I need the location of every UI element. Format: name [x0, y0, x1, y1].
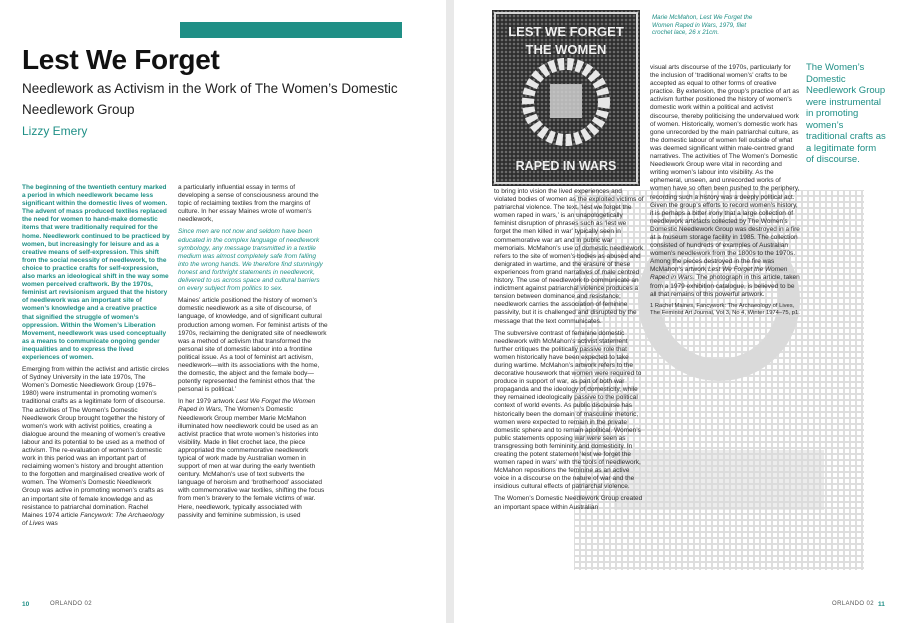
left-page — [0, 0, 446, 623]
artwork-title-italic: Lest We Forget the Women Raped in Wars — [178, 398, 316, 414]
footnote-line: 1 Rachel Maines, Fancywork: The Archaeology of Lives, — [650, 302, 795, 309]
body-text: In her 1979 artwork — [178, 398, 235, 406]
body-text: , The Women’s Domestic Needlework Group member Marie McMahon illuminated how needlework could be used as an activist practice that wrote women’s histories into visibility. Made in filet crochet lace, the piece appropriated the commemorative needlework typical of work made by Australian women in support of men at war during the early twentieth century. McMahon’s use of text subverts the language of heroism and ‘brotherhood’ associated with commemorative war textiles, shifting the focus from men’s bravery to the female victims of war. Here, needlework, typically associated with passivity and feminine submission, is used — [178, 406, 325, 519]
article-subtitle: Needlework as Activism in the Work of The Women’s Domestic Needlework Group — [22, 81, 398, 117]
crochet-artwork-image — [492, 10, 640, 186]
block-quote: Since men are not now and seldom have been educated in the complex language of needlework symbology, any message transmitted in a textile medium was almost completely safe from falling into the wrong hands. We therefore find stunningly honest and forthright statements in needlework, delivered to us across space and cultural barriers on every subject from politics to sex. — [178, 228, 323, 293]
body-paragraph — [178, 398, 328, 519]
lead-paragraph: The beginning of the twentieth century marked a period in which needlework became less significant within the domestic lives of women. The advent of mass produced textiles replaced the need for women to hand-make domestic items that were traditionally required for the home. Needlework continued to be practiced by women, but increasingly for leisure and as a creative means of self-expression. This shift from the social necessity of needlework, to the choice to practice crafts for self-expression, also marks an ideological shift in the way some women perceived craftwork. By the 1970s, feminist art revisionism argued that the history of needlework was an important site of women’s knowledge and a creative practice that signified the struggle of women’s oppression. Within the Women’s Liberation Movement, needlework was used conceptually as a means to communicate ongoing gender inequalities and to express the lived experiences of women. — [22, 184, 170, 361]
body-italic-title: Fancywork: The Archaeology of Lives — [22, 511, 165, 527]
teal-header-bar — [180, 22, 402, 38]
author-name: Lizzy Emery — [22, 124, 88, 138]
body-text: . The photograph in this article, taken from a 1979 exhibition catalogue, is believed to be all that remains of this powerful artwork. — [650, 274, 800, 298]
body-paragraph — [22, 366, 170, 528]
footnote — [650, 303, 800, 317]
article-title: Lest We Forget — [22, 44, 220, 75]
running-title-right: ORLANDO 02 — [832, 601, 875, 607]
artwork-text-bottom: RAPED IN WARS — [515, 159, 617, 173]
body-paragraph: a particularly influential essay in terms of developing a sense of consciousness around the topic of reclaiming textiles from the margins of culture. In her essay Maines wrote of women’s needlework, — [178, 184, 319, 224]
body-paragraph — [650, 64, 800, 299]
body-paragraph: The Women’s Domestic Needlework Group created an important space within Australian — [494, 495, 643, 511]
right-column-1 — [494, 188, 644, 516]
pull-quote: The Women’s Domestic Needlework Group were instrumental in promoting women’s traditional crafts as a legitimate form of discourse. — [806, 62, 886, 165]
body-text-end: was — [46, 519, 58, 527]
left-column-1 — [22, 184, 170, 532]
page-number-left: 10 — [22, 601, 30, 608]
body-paragraph: The subversive contrast of feminine domestic needlework with McMahon’s activist statement further critiques the politically passive role that women historically have been expected to take during wartime. McMahon’s artwork refers to the decorative housework that women were required to produce in support of war, as part of both war propaganda and the ideology of domesticity, while they remained ideologically passive to the political context of world events. As public discourse has historically been the domain of masculine rhetoric, women were expected to remain in the private domestic sphere and to remain apolitical. Women’s public statements opposing war were seen as transgressing both femininity and domesticity. In creating the potent statement ‘lest we forget the women raped in wars’ with the tools of needlework, McMahon repositions the feminine as an active voice in a discourse on the nature of war and the insidious cultural effects of patriarchal violence. — [494, 329, 642, 491]
running-title-left: ORLANDO 02 — [50, 601, 93, 607]
artwork-text-top: LEST WE FORGET — [508, 24, 624, 39]
body-text: Emerging from within the activist and artistic circles of Sydney University in the late 1970s, The Women’s Domestic Needlework Group (1976–1980) were instrumental in promoting women’s traditional crafts as a legitimate form of discourse. The activities of The Women’s Domestic Needlework Group brought together the history of women’s work with activist politics, creating a dialogue around the meaning of women’s creative labour and its potential to be used as a method of activism. The re-evaluation of women’s domestic work in this period was an important part of reclaiming women’s history and brought attention to the forgotten and marginalised creative work of women. The Women’s Domestic Needlework Group was active in promoting women’s crafts as an important site of female knowledge and as resistance to patriarchal domination. Rachel Maines 1974 article — [22, 366, 170, 519]
artwork-text-mid: THE WOMEN — [525, 42, 607, 57]
body-paragraph: to bring into vision the lived experiences and violated bodies of women as the exploited victims of patriarchal violence. The text, ‘lest we forget the women raped in wars,’ is an unapologetically feminist disruption of phrases such as ‘lest we forget the men killed in war’ typically seen in commemorative war art and in public war memorials. McMahon’s use of domestic needlework refers to the site of women’s bodies as abused and denigrated in wartime, and the erasure of these experiences from grand narratives of male centred history. The use of needlework to communicate an indictment against patriarchal violence produces a tension between dominance and resistance; needlework carries the association of feminine passivity, but it is challenged and disrupted by the message that the text communicates. — [494, 188, 644, 325]
body-text: visual arts discourse of the 1970s, particularly for the inclusion of ‘traditional women’s’ crafts to be accepted as equal to other forms of creative practice. By extension, the group’s practice of art as activism further positioned the history of women’s domestic work within a political and activist discourse, thereby politicising the undervalued work of women. Historically, women’s domestic work has gone unrecorded by the main patriarchal culture, as the domestic labour of women fell outside of what was deemed significant within male-centred grand narratives. The activities of The Women’s Domestic Needlework Group were vital in recording and writing women’s labour into visibility. As the ephemeral, unseen, and unrecorded works of women have so often been pushed to the periphery, recording such a history was a deeply political act. Given the group’s efforts to record women’s history, it is perhaps a bitter irony that a large collection of needlework artefacts collected by The Women’s Domestic Needlework Group was destroyed in a fire at a museum storage facility in 1985. The collection consisted of hundreds of examples of Australian women’s needlework from the 1800s to the 1970s. Among the pieces destroyed in the fire was McMahon’s artwork — [650, 64, 800, 274]
right-page — [454, 0, 900, 623]
artwork-caption: Marie McMahon, Lest We Forget the Women Raped in Wars, 1979, filet crochet lace, 26 x 21cm. — [652, 14, 753, 37]
left-column-2 — [178, 184, 328, 524]
footnote-line: The Feminist Art Journal, Vol 3, No 4, Winter 1974–75, p1. — [650, 309, 800, 316]
page-number-right: 11 — [878, 601, 885, 608]
right-column-2 — [650, 64, 800, 321]
body-paragraph: Maines’ article positioned the history of women’s domestic needlework as a site of discourse, of language, of knowledge, and of significant cultural production among women. For feminist artists of the 1970s, reclaiming the denigrated site of needlework was a method of activism that transformed the personal site of domestic labour into a frontline political issue. As a tool of feminist art activism, needlework—with its associations with the home, the domestic, the abject and the female body—potently represented the feminist ethos that ‘the personal is political.’ — [178, 297, 328, 394]
artwork-title-italic: Lest We Forget the Women Raped in Wars — [650, 266, 788, 282]
